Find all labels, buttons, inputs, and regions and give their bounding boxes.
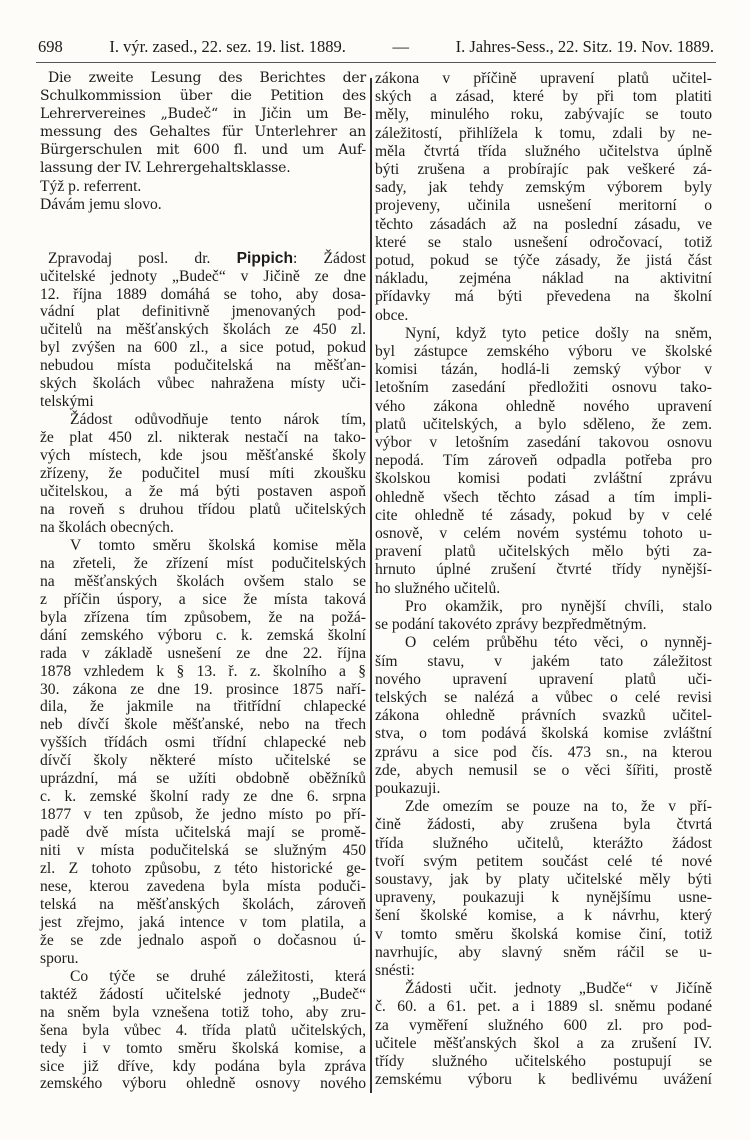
text-line: navrhujíc, aby slavný sněm ráčil se u-: [375, 943, 712, 961]
text-line: O celém průběhu této věci, o nynněj-: [405, 634, 712, 652]
text-line: na roveň s druhou třídou platů učitelských: [40, 500, 366, 518]
text-line: za vyměření služného 600 zl. pro pod-: [375, 1016, 712, 1034]
text-line: č. 60. a 61. pet. a i 1889 sl. sněmu podané: [375, 998, 712, 1016]
text-line: Zde omezím se pouze na to, že v pří-: [405, 798, 712, 816]
text-line: komisi tázán, hodlá-li zemský výbor v: [375, 361, 712, 379]
text-line: neb dívčí škole měšťanské, nebo na třech: [40, 716, 366, 734]
text-line: vádní plat definitivně jmenovaných pod-: [40, 303, 366, 321]
text-line: Žádosti učit. jednoty „Budče“ v Jičíně: [405, 980, 712, 998]
text-line: učitelů na měšťanských školách ze 450 zl.: [40, 321, 366, 339]
right-paragraphs: [375, 70, 712, 1089]
text-line: niti v místa podučitelská se služným 450: [40, 842, 366, 860]
speaker-prefix: Zpravodaj posl. dr.: [48, 249, 211, 267]
text-line: dívčí školy některé místo učitelské se: [40, 752, 366, 770]
speaker-suffix: : Žádost: [292, 249, 366, 267]
column-divider: [370, 78, 372, 1093]
text-line: učitelskou, a že má býti postaven aspoň: [40, 483, 366, 501]
text-line: stva, o tom podává školská komise zvláštní: [375, 725, 712, 743]
text-line: sady, jak tehdy zemským výborem byly: [375, 179, 712, 197]
chair-line: Dávám jemu slovo.: [40, 195, 162, 213]
chair-remarks: [40, 178, 366, 214]
text-line: zde, abych nemusil se o věci šířiti, prostě: [375, 761, 712, 779]
text-line: ských školách vůbec nahražena místy uči-: [40, 375, 366, 393]
running-header: [38, 37, 714, 57]
text-line: padě dvě místa učitelská mají se promě-: [40, 824, 366, 842]
paragraph: [375, 598, 712, 634]
text-line: rada v základě usnešení ze dne 22. října: [40, 644, 366, 662]
text-line: poukazuji.: [375, 779, 441, 797]
chair-line: Týž p. referrent.: [40, 177, 142, 195]
header-rule: [36, 62, 716, 63]
heading-line: messung des Gehaltes für Unterlehrer an: [40, 123, 366, 140]
text-line: hrnuto úplné zrušení čtvrté třídy nynější-: [375, 561, 712, 579]
text-line: zákona ohledně právních svazků učitel-: [375, 707, 712, 725]
text-line: vyšších třídách osmi třídní chlapecké neb: [40, 734, 366, 752]
text-line: 30. zákona ze dne 19. prosince 1875 naří-: [40, 680, 366, 698]
paragraph: [375, 70, 712, 325]
paragraph: [40, 411, 366, 537]
heading-line: Schulkommission über die Petition des: [40, 87, 366, 104]
text-line: těchto zásadách až na poslední zásadu, ve: [375, 215, 712, 233]
text-line: platů učitelských, a bylo sděleno, že zem.: [375, 415, 712, 433]
page-number: 698: [38, 37, 63, 56]
text-line: šení školské komise, a k návrhu, který: [375, 907, 712, 925]
text-line: třída služného učitelů, kterážto žádost: [375, 834, 712, 852]
text-line: na měšťanských školách ovšem stalo se: [40, 572, 366, 590]
paragraph: [40, 537, 366, 968]
text-line: V tomto směru školská komise měla: [70, 536, 366, 554]
text-line: Co týče se druhé záležitosti, která: [70, 967, 366, 985]
text-line: nese, kterou zavedena byla místa poduči-: [40, 877, 366, 895]
text-line: c. k. zemské školní rady ze dne 6. srpna: [40, 788, 366, 806]
text-line: potud, pokud se týče zásady, že jistá část: [375, 252, 712, 270]
text-line: učitele měšťanských škol a za zrušení IV.: [375, 1034, 712, 1052]
text-line: 1878 vzhledem k § 13. ř. z. školního a §: [40, 662, 366, 680]
text-line: z příčin úspory, a sice že místa taková: [40, 590, 366, 608]
text-line: které se stalo usnešení odročovací, totiž: [375, 233, 712, 251]
heading-line: lassung der IV. Lehrergehaltsklasse.: [40, 159, 291, 176]
text-line: záležitostí, přihlížela k tomu, zdali by ne-: [375, 124, 712, 142]
text-line: na sněm byla vznešena totiž toho, aby zru-: [40, 1003, 366, 1021]
text-line: v tomto směru školská komise činí, totiž: [375, 925, 712, 943]
paragraph: [375, 980, 712, 1089]
text-line: telská na měšťanských školách, zároveň: [40, 895, 366, 913]
text-line: Nyní, když tyto petice došly na sněm,: [405, 324, 712, 342]
text-line: snésti:: [375, 961, 415, 979]
spacer: [40, 214, 366, 250]
text-line: školskou komisi podati zvláštní zprávu: [375, 470, 712, 488]
header-dash: —: [392, 37, 409, 56]
text-line: soustavy, jak by platy učitelské měly býti: [375, 870, 712, 888]
text-line: nákladu, zejména náklad na aktivitní: [375, 270, 712, 288]
text-line: byla zřízena tím způsobem, že na požá-: [40, 608, 366, 626]
text-line: nebudou místa podučitelská na měšťan-: [40, 357, 366, 375]
text-line: osnově, v celém novém systému tohoto u-: [375, 525, 712, 543]
paragraph: [375, 634, 712, 798]
text-line: byl zástupce zemského výboru ve školské: [375, 343, 712, 361]
text-line: letošním zasedání předložiti osnovu tako-: [375, 379, 712, 397]
text-line: pravení platů učitelských mělo býti za-: [375, 543, 712, 561]
text-line: dání zemského výboru c. k. zemská školní: [40, 626, 366, 644]
text-line: učitelské jednoty „Budeč“ v Jičině ze dne: [40, 267, 366, 285]
speaker-line: [40, 250, 366, 268]
text-line: výbor v letošním zasedání takovou osnovu: [375, 434, 712, 452]
text-line: tvoří svým petitem součást celé té nové: [375, 852, 712, 870]
text-line: ším stavu, v jakém tato záležitost: [375, 652, 712, 670]
text-line: sice již dříve, kdy podána byla zpráva: [40, 1057, 366, 1075]
text-line: že se zde jednalo aspoň o dočasnou ú-: [40, 931, 366, 949]
text-line: dila, že jakmile na třitřídní chlapecké: [40, 698, 366, 716]
text-line: na zřeteli, že zřízení míst podučitelských: [40, 554, 366, 572]
paragraph: [375, 325, 712, 598]
text-line: obce.: [375, 306, 409, 324]
text-line: přídavky má býti převedena na školní: [375, 288, 712, 306]
german-heading: [40, 70, 366, 178]
text-line: telskými: [40, 393, 94, 411]
text-line: čině žádosti, aby zrušena byla čtvrtá: [375, 816, 712, 834]
text-line: taktéž žádostí učitelské jednoty „Budeč“: [40, 985, 366, 1003]
text-line: cite ohledně té zásady, pokud by v celé: [375, 506, 712, 524]
heading-line: Lehrervereines „Budeč“ in Jičin um Be-: [40, 105, 366, 122]
paragraph: [375, 798, 712, 980]
text-line: zemského výboru ohledně osnovy nového: [40, 1075, 366, 1093]
text-line: upraveny, poukazuji k nynějšímu usne-: [375, 889, 712, 907]
header-czech: I. výr. zased., 22. sez. 19. list. 1889.: [109, 37, 346, 56]
text-line: ských a zásad, které by při tom platiti: [375, 88, 712, 106]
text-line: ho služného učitelů.: [375, 579, 501, 597]
text-line: třídy služného učitelského postupují se: [375, 1052, 712, 1070]
text-line: zřízeny, že podučitel musí míti zkoušku: [40, 465, 366, 483]
text-line: Žádost odůvodňuje tento nárok tím,: [70, 411, 366, 429]
text-line: zákona v příčině upravení platů učitel-: [375, 70, 712, 87]
text-line: 1877 v ten způsob, že jedno místo po pří-: [40, 806, 366, 824]
text-line: se podání takovéto zprávy bezpředmětným.: [375, 616, 647, 634]
text-line: 12. října 1889 domáhá se toho, aby dosa-: [40, 285, 366, 303]
text-line: měly, minulého roku, zabývajíc se touto: [375, 106, 712, 124]
text-line: uprázdní, má se užíti obdobně oběžníků: [40, 770, 366, 788]
text-line: ohledně všech těchto zásad a tím impli-: [375, 488, 712, 506]
paragraph: [40, 268, 366, 412]
text-line: měla čtvrtá třída služného učitelstva úplně: [375, 142, 712, 160]
text-line: Pro okamžik, pro nynější chvíli, stalo: [405, 597, 712, 615]
left-column: [40, 70, 366, 1093]
text-line: že plat 450 zl. nikterak nestačí na tako-: [40, 429, 366, 447]
text-line: zemskému výboru k bedlivému uvážení: [375, 1071, 712, 1089]
text-line: jest zřejmo, jaká intence v tom platila, a: [40, 913, 366, 931]
text-line: zprávu a sice pod čís. 473 sn., na kterou: [375, 743, 712, 761]
text-line: nepodá. Tím zároveň odpadla potřeba pro: [375, 452, 712, 470]
text-line: sporu.: [40, 949, 79, 967]
text-line: telských se nalézá a vůbec o celé revisi: [375, 688, 712, 706]
left-paragraphs: [40, 268, 366, 1094]
heading-line: Bürgerschulen mit 600 fl. und um Auf-: [40, 141, 366, 158]
speaker-name: Pippich: [236, 249, 293, 267]
paragraph: [40, 968, 366, 1094]
heading-line: Die zweite Lesung des Berichtes der: [48, 70, 366, 86]
text-line: byl zvýšen na 600 zl., a sice potud, pokud: [40, 339, 366, 357]
text-line: nového upravení upravení platů uči-: [375, 670, 712, 688]
text-line: býti zrušena a probírajíc pak veškeré zá-: [375, 161, 712, 179]
right-column: [375, 70, 712, 1089]
text-line: zl. Z tohoto způsobu, z této historické ge-: [40, 860, 366, 878]
text-line: vých místech, kde jsou měšťanské školy: [40, 447, 366, 465]
text-line: na školách obecných.: [40, 518, 174, 536]
header-german: I. Jahres-Sess., 22. Sitz. 19. Nov. 1889.: [455, 37, 714, 56]
text-line: tedy i v tomto směru školská komise, a: [40, 1039, 366, 1057]
text-line: vého zákona ohledně nového upravení: [375, 397, 712, 415]
text-line: projeveny, učinila usnešení meritorní o: [375, 197, 712, 215]
text-line: šena byla vůbec 4. třída platů učitelských,: [40, 1021, 366, 1039]
